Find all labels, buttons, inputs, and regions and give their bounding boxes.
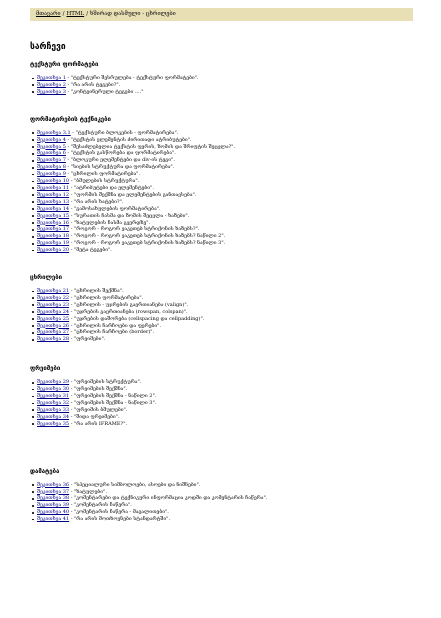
question-link[interactable]: შეკითხვა 25 bbox=[37, 315, 70, 322]
question-link[interactable]: შეკითხვა 10 bbox=[37, 178, 70, 185]
section-heading: ტექსტური ფორმატები bbox=[30, 61, 99, 68]
question-description: - "უჯრების გაერთიანება (rowspan, colspan)". bbox=[69, 308, 188, 315]
question-link[interactable]: შეკითხვა 41 bbox=[37, 516, 70, 523]
question-link[interactable]: შეკითხვა 28 bbox=[37, 336, 70, 343]
question-list bbox=[30, 75, 420, 96]
list-item bbox=[37, 247, 420, 254]
question-link[interactable]: შეკითხვა 8 bbox=[37, 164, 66, 171]
breadcrumb-separator: / bbox=[62, 11, 65, 17]
question-list bbox=[30, 130, 420, 254]
list-item bbox=[37, 421, 420, 428]
question-description: - "ფორმის შექმნა და ელემენტების განთავსება". bbox=[69, 191, 197, 198]
question-link[interactable]: შეკითხვა 18 bbox=[37, 233, 70, 240]
list-item bbox=[37, 309, 420, 316]
question-description: - "უჯრების დაშორება (cellspacing და cellpadding)". bbox=[69, 315, 205, 322]
breadcrumb-html-link[interactable]: HTML bbox=[66, 11, 85, 17]
question-description: - "ფრეიმები". bbox=[69, 336, 106, 343]
question-link[interactable]: შეკითხვა 37 bbox=[37, 488, 70, 495]
question-link[interactable]: შეკითხვა 27 bbox=[37, 329, 70, 336]
sections-container bbox=[30, 61, 420, 523]
question-description: - "როგორ - როგორ ვაკეთებ სტრიქონის ხაზებს? ნაწილი 2". bbox=[69, 233, 226, 240]
list-item bbox=[37, 178, 420, 185]
question-link[interactable]: შეკითხვა 9 bbox=[37, 171, 66, 178]
toc-section bbox=[30, 365, 420, 427]
list-item bbox=[37, 130, 420, 137]
question-link[interactable]: შეკითხვა 16 bbox=[37, 219, 70, 226]
list-item bbox=[37, 137, 420, 144]
list-item bbox=[37, 516, 420, 523]
question-list bbox=[30, 288, 420, 343]
question-link[interactable]: შეკითხვა 3.1 bbox=[37, 129, 71, 136]
question-link[interactable]: შეკითხვა 30 bbox=[37, 386, 70, 393]
question-description: - "სიების სტრუქტურა და ფორმატირება". bbox=[65, 164, 175, 171]
breadcrumb-current: ხშირად დასმული - ცხრილები bbox=[90, 11, 176, 17]
question-link[interactable]: შეკითხვა 31 bbox=[37, 393, 70, 400]
question-description: - "ბლოკური ელემენტები და div-ის ტეგი". bbox=[65, 157, 175, 164]
question-link[interactable]: შეკითხვა 13 bbox=[37, 198, 70, 205]
question-link[interactable]: შეკითხვა 12 bbox=[37, 191, 70, 198]
list-item bbox=[37, 302, 420, 309]
list-item bbox=[37, 393, 420, 400]
question-link[interactable]: შეკითხვა 40 bbox=[37, 509, 70, 516]
toc-section bbox=[30, 274, 420, 343]
question-description: - "ტექსტური ბლოკების - ფორმატირება". bbox=[70, 129, 179, 136]
question-description: - "რა არის ხატები?". bbox=[69, 198, 124, 205]
toc-section bbox=[30, 61, 420, 96]
list-item bbox=[37, 199, 420, 206]
section-heading: ფორმატირების ტექნიკები bbox=[30, 115, 111, 123]
question-description: - "ცხრილის ჩარჩოები (border)". bbox=[69, 329, 155, 336]
question-description: - "გამოსახულების ფორმატირება". bbox=[69, 205, 161, 212]
breadcrumb-home-link[interactable]: მთავარი bbox=[36, 11, 61, 17]
question-description: - "ცხრილის შექმნა". bbox=[69, 288, 124, 295]
question-link[interactable]: შეკითხვა 6 bbox=[37, 150, 66, 157]
list-item bbox=[37, 295, 420, 302]
list-item bbox=[37, 482, 420, 489]
question-link[interactable]: შეკითხვა 29 bbox=[37, 379, 70, 386]
question-link[interactable]: შეკითხვა 2 bbox=[37, 81, 66, 88]
list-item bbox=[37, 414, 420, 421]
question-link[interactable]: შეკითხვა 5 bbox=[37, 143, 66, 150]
toc-section bbox=[30, 468, 420, 523]
breadcrumb bbox=[30, 8, 413, 21]
question-description: - "როგორ - როგორ ვაკეთებ სტრიქონის ხაზებს? ნაწილი 3". bbox=[69, 240, 226, 247]
question-description: - "ატრიბუტები და ელემენტები". bbox=[69, 184, 154, 191]
list-item bbox=[37, 316, 420, 323]
question-description: - "შიდა ფრეიმები". bbox=[69, 413, 120, 420]
question-description: - "ფრეიმების შექმნა - ნაწილი 2". bbox=[69, 393, 157, 400]
breadcrumb-separator: / bbox=[86, 11, 89, 17]
question-description: - "ბმულების სტრუქტურა". bbox=[69, 178, 140, 185]
question-description: - "ხატულების ჩასმა გვერდზე". bbox=[69, 219, 151, 226]
question-link[interactable]: შეკითხვა 36 bbox=[37, 481, 70, 488]
question-link[interactable]: შეკითხვა 22 bbox=[37, 294, 70, 301]
question-link[interactable]: შეკითხვა 33 bbox=[37, 406, 70, 413]
question-description: - "ცხრილის ფორმატირება". bbox=[65, 171, 141, 178]
question-list bbox=[30, 379, 420, 427]
question-description: - "კომენტარის ჩაწერა - მაგალითები". bbox=[69, 509, 169, 516]
list-item bbox=[37, 185, 420, 192]
question-description: - "რა არის მოთხოვნები სტანდარტში". bbox=[69, 516, 171, 523]
question-description: - "შესაძლებელია ტექსტის ფერის, ზომის და შრიფტის შეცვლა?". bbox=[65, 143, 236, 150]
question-link[interactable]: შეკითხვა 11 bbox=[37, 184, 70, 191]
question-link[interactable]: შეკითხვა 3 bbox=[37, 88, 66, 95]
question-description: - "როგორ - როგორ ვაკეთებ სტრიქონის ხაზებს?". bbox=[69, 226, 200, 233]
list-item bbox=[37, 288, 420, 295]
table-of-contents bbox=[30, 34, 420, 523]
question-link[interactable]: შეკითხვა 21 bbox=[37, 288, 70, 295]
question-link[interactable]: შეკითხვა 38 bbox=[37, 495, 70, 502]
question-list bbox=[30, 482, 420, 523]
question-description: - "ფრეიმების შექმნა - ნაწილი 3". bbox=[69, 400, 157, 406]
question-link[interactable]: შეკითხვა 1 bbox=[37, 75, 66, 81]
question-link[interactable]: შეკითხვა 39 bbox=[37, 502, 70, 509]
page-title: სარჩევი bbox=[30, 42, 66, 52]
question-link[interactable]: შეკითხვა 7 bbox=[37, 157, 66, 164]
question-link[interactable]: შეკითხვა 26 bbox=[37, 322, 70, 329]
question-description: - "ხატულები". bbox=[69, 488, 107, 495]
list-item bbox=[37, 89, 420, 96]
section-heading: დამატება bbox=[30, 467, 60, 475]
question-link[interactable]: შეკითხვა 19 bbox=[37, 240, 70, 247]
question-description: - "ფრეიმების სტრუქტურა". bbox=[69, 379, 142, 386]
question-description: - "რა არის ტეგები?". bbox=[65, 81, 121, 88]
question-description: - "კომენტარები და ტექნიკური ინფორმაცია კოდში და კომენტარის ჩაწერა". bbox=[69, 495, 268, 502]
question-description: - "ტექსტური შესრულება - ტექსტური ფორმატები". bbox=[65, 75, 199, 81]
section-heading: ცხრილები bbox=[30, 274, 62, 282]
question-link[interactable]: შეკითხვა 35 bbox=[37, 420, 70, 427]
question-link[interactable]: შეკითხვა 14 bbox=[37, 205, 70, 212]
list-item bbox=[37, 407, 420, 414]
list-item bbox=[37, 213, 420, 220]
toc-section bbox=[30, 116, 420, 254]
question-description: - "სპეციალური სიმბოლოები, ასოები და ნიშნები". bbox=[69, 481, 201, 488]
question-description: - "ცხრილის - უჯრების გაერთიანება (valign)". bbox=[69, 301, 189, 308]
question-link[interactable]: შეკითხვა 17 bbox=[37, 226, 70, 233]
question-link[interactable]: შეკითხვა 20 bbox=[37, 247, 70, 254]
list-item bbox=[37, 82, 420, 89]
question-description: - "კომენტარის ჩაწერა". bbox=[69, 502, 132, 509]
list-item bbox=[37, 192, 420, 199]
question-link[interactable]: შეკითხვა 4 bbox=[37, 136, 66, 143]
question-description: - "რა არის IFRAME?". bbox=[69, 420, 128, 427]
list-item bbox=[37, 206, 420, 213]
question-description: - "ტექსტის ელემენტის ძირითადი ატრიბუტები". bbox=[65, 136, 192, 143]
question-description: - "ცხრილის ჩარჩოები და ფერები". bbox=[69, 322, 162, 329]
section-heading: ფრეიმები bbox=[30, 365, 61, 373]
question-description: - "კონტეინერული ტეგები ...." bbox=[65, 88, 144, 95]
question-link[interactable]: შეკითხვა 24 bbox=[37, 308, 70, 315]
question-description: - "ფრეიმების შექმნა". bbox=[69, 386, 128, 393]
question-link[interactable]: შეკითხვა 34 bbox=[37, 413, 70, 420]
question-link[interactable]: შეკითხვა 23 bbox=[37, 301, 70, 308]
list-item bbox=[37, 336, 420, 343]
question-link[interactable]: შეკითხვა 32 bbox=[37, 400, 70, 406]
question-description: - "ტექსტის გასწორება და ფორმატირება". bbox=[65, 150, 176, 157]
list-item bbox=[37, 400, 420, 407]
question-description: - "ფრეიმის ბმულები". bbox=[69, 406, 128, 413]
question-description: - "მეტა ტეგები". bbox=[69, 247, 112, 254]
question-description: - "სურათის ჩასმა და ზომის შეცვლა - ხაზები". bbox=[69, 212, 190, 219]
question-link[interactable]: შეკითხვა 15 bbox=[37, 212, 70, 219]
question-description: - "ცხრილის ფორმატირება". bbox=[69, 294, 144, 301]
list-item bbox=[37, 75, 420, 82]
